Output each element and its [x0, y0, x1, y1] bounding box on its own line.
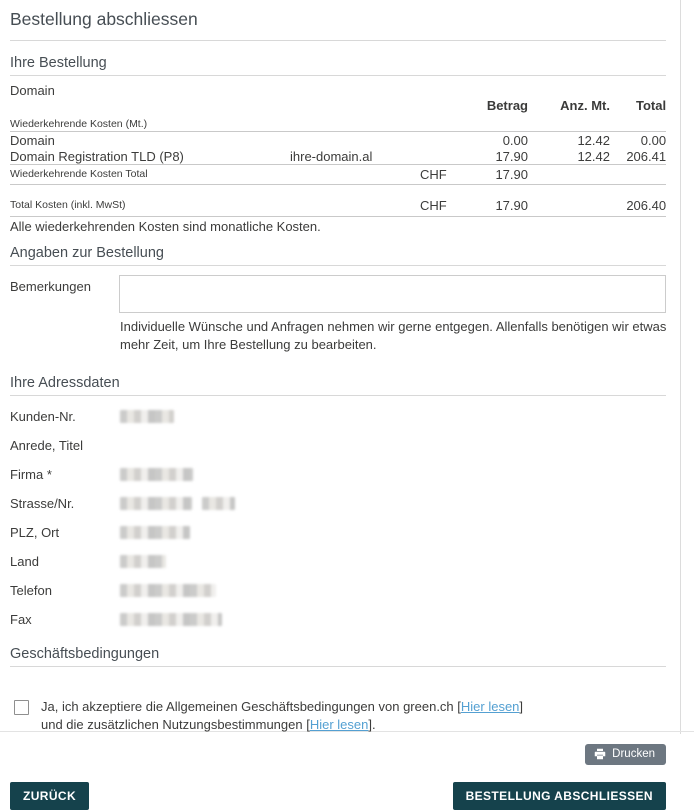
section-title-address: Ihre Adressdaten: [10, 374, 120, 391]
printer-icon: [594, 748, 606, 760]
address-label: PLZ, Ort: [10, 524, 60, 540]
order-section-divider: [10, 75, 666, 76]
recurring-costs-subheader: Wiederkehrende Kosten (Mt.): [10, 113, 666, 132]
address-row-anrede: [10, 431, 666, 460]
redacted-value: [202, 497, 235, 510]
remarks-section-divider: [10, 265, 666, 266]
address-row-strasse: [10, 489, 666, 518]
address-row-fax: [10, 605, 666, 634]
spacer-row: [10, 185, 666, 197]
title-divider: [10, 40, 666, 41]
order-subheader-row: [10, 113, 666, 132]
item-anz-mt: 12.42: [577, 133, 610, 148]
subtotal-label: Wiederkehrende Kosten Total: [10, 165, 290, 185]
address-row-kundennr: [10, 402, 666, 431]
order-header-row: [10, 98, 666, 113]
section-title-remarks: Angaben zur Bestellung: [10, 245, 164, 261]
submit-order-button[interactable]: BESTELLUNG ABSCHLIESSEN: [453, 782, 666, 810]
order-note: Alle wiederkehrenden Kosten sind monatliche Kosten.: [10, 219, 321, 234]
address-label: Land: [10, 553, 39, 569]
address-label: Kunden-Nr.: [10, 408, 76, 424]
subtotal-currency: CHF: [420, 165, 458, 185]
order-group-row: [10, 83, 666, 98]
item-label: Domain Registration TLD (P8): [10, 149, 184, 164]
column-header-anz-mt: Anz. Mt.: [560, 98, 610, 113]
redacted-value: [120, 497, 192, 510]
content-right-border: [680, 0, 681, 734]
print-button-label: Drucken: [612, 747, 655, 760]
terms-checkbox[interactable]: [14, 700, 29, 715]
section-title-terms: Geschäftsbedingungen: [10, 645, 160, 662]
item-anz-mt: 12.42: [577, 149, 610, 164]
grand-total-betrag: 17.90: [458, 196, 528, 217]
item-domain: ihre-domain.al: [290, 149, 373, 164]
address-label: Anrede, Titel: [10, 437, 83, 453]
terms-text-part: Ja, ich akzeptiere die Allgemeinen Geschäftsbedingungen von green.ch [: [41, 698, 461, 714]
subtotal-row: [10, 165, 666, 185]
terms-text: [41, 698, 531, 734]
terms-section-divider: [10, 666, 666, 667]
grand-total-label: Total Kosten (inkl. MwSt): [10, 196, 290, 217]
order-table: [10, 83, 666, 217]
column-header-betrag: Betrag: [486, 98, 528, 113]
item-domain: [290, 132, 420, 149]
address-row-plz-ort: [10, 518, 666, 547]
item-betrag: 17.90: [495, 149, 528, 164]
remarks-label: Bemerkungen: [10, 279, 91, 294]
remarks-input[interactable]: [119, 275, 666, 313]
section-title-order: Ihre Bestellung: [10, 55, 107, 71]
table-row: [10, 148, 666, 165]
terms-link-agb[interactable]: Hier lesen: [460, 698, 520, 714]
address-label: Strasse/Nr.: [10, 495, 75, 511]
address-row-land: [10, 547, 666, 576]
terms-text-part: ].: [368, 716, 376, 732]
item-betrag: 0.00: [502, 133, 528, 148]
redacted-value: [120, 526, 190, 539]
address-label: Firma *: [10, 466, 52, 482]
redacted-value: [120, 468, 193, 481]
redacted-value: [120, 584, 216, 597]
address-row-firma: [10, 460, 666, 489]
subtotal-betrag: 17.90: [458, 165, 528, 185]
order-group-label: Domain: [10, 83, 55, 98]
redacted-value: [120, 555, 166, 568]
back-button[interactable]: ZURÜCK: [10, 782, 89, 810]
redacted-value: [120, 613, 222, 626]
remarks-help-text: Individuelle Wünsche und Anfragen nehmen wir gerne entgegen. Allenfalls benötigen wir etwas mehr Zeit, um Ihre Bestellung zu bearbeiten.: [120, 319, 667, 353]
address-row-telefon: [10, 576, 666, 605]
terms-text-part: ] und die zusätzlichen Nutzungsbestimmungen [: [41, 698, 524, 732]
item-total: 0.00: [640, 133, 667, 148]
address-section-divider: [10, 395, 666, 396]
page-title: Bestellung abschliessen: [10, 9, 198, 29]
item-label: Domain: [10, 133, 55, 148]
item-total: 206.41: [626, 149, 667, 164]
grand-total-row: [10, 196, 666, 217]
address-label: Fax: [10, 611, 32, 627]
terms-link-nutzung[interactable]: Hier lesen: [309, 716, 369, 732]
grand-total-amount: 206.40: [610, 196, 666, 217]
address-label: Telefon: [10, 582, 52, 598]
table-row: [10, 132, 666, 149]
redacted-value: [120, 410, 174, 423]
print-button[interactable]: [585, 744, 666, 765]
grand-total-currency: CHF: [420, 196, 458, 217]
column-header-total: Total: [635, 98, 667, 113]
address-fields: [10, 402, 666, 634]
